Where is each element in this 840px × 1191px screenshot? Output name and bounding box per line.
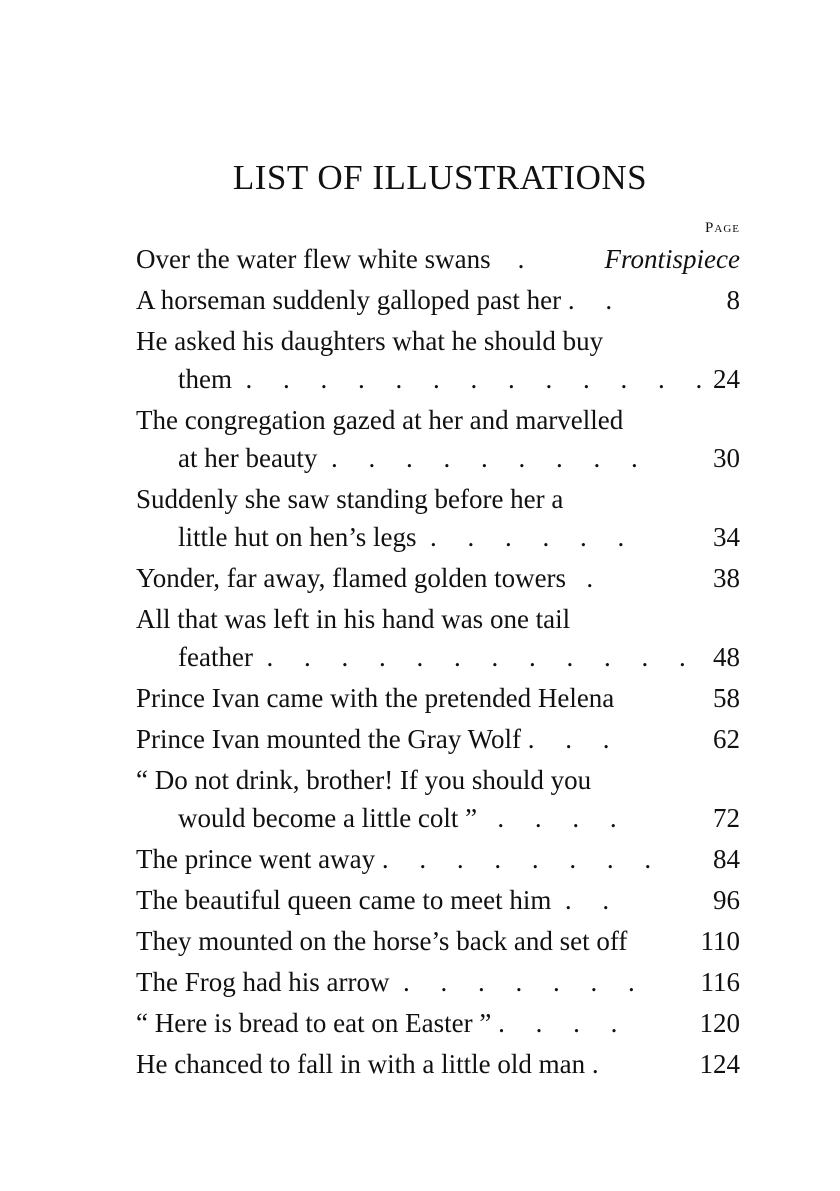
list-item bbox=[136, 480, 740, 556]
caption-text: them bbox=[178, 364, 232, 394]
dot-leader: . . bbox=[567, 285, 625, 315]
caption-text: little hut on hen’s legs bbox=[178, 522, 417, 552]
dot-leader: . . . . bbox=[498, 1008, 630, 1038]
dot-leader: . . bbox=[564, 885, 622, 915]
list-item bbox=[136, 963, 740, 1001]
list-item bbox=[136, 600, 740, 676]
dot-leader: . . . . . . bbox=[429, 522, 637, 552]
page-number: 84 bbox=[713, 844, 740, 874]
caption-text: A horseman suddenly galloped past her bbox=[136, 285, 562, 315]
page-number: Frontispiece bbox=[604, 244, 740, 274]
page-number: 30 bbox=[713, 443, 740, 473]
list-item bbox=[136, 720, 740, 758]
dot-leader: . . . . . . . . bbox=[381, 844, 664, 874]
caption-text: Prince Ivan mounted the Gray Wolf bbox=[136, 724, 521, 754]
illustrations-list bbox=[136, 240, 740, 1086]
dot-leader: . bbox=[591, 1049, 611, 1079]
caption-text: at her beauty bbox=[178, 443, 318, 473]
page-number: 120 bbox=[699, 1008, 740, 1038]
dot-leader: . bbox=[586, 563, 606, 593]
list-item bbox=[136, 401, 740, 477]
caption-text: Suddenly she saw standing before her a bbox=[136, 484, 564, 514]
list-item bbox=[136, 240, 740, 278]
caption-text: would become a little colt ” bbox=[178, 803, 478, 833]
list-item bbox=[136, 1045, 740, 1083]
caption-text: Prince Ivan came with the pretended Helena bbox=[136, 683, 615, 713]
page-number: 34 bbox=[713, 522, 740, 552]
page-column-label: Page bbox=[705, 220, 740, 236]
caption-text: He asked his daughters what he should buy bbox=[136, 326, 604, 356]
caption-text: The beautiful queen came to meet him bbox=[136, 885, 552, 915]
dot-leader: . . . . . . . . . . . . . bbox=[245, 364, 715, 394]
dot-leader: . bbox=[517, 244, 537, 274]
dot-leader: . . . . . . . . . bbox=[330, 443, 650, 473]
page-number: 62 bbox=[713, 724, 740, 754]
list-item bbox=[136, 840, 740, 878]
page-number: 72 bbox=[713, 803, 740, 833]
caption-text: feather bbox=[178, 642, 253, 672]
page-number: 116 bbox=[700, 967, 740, 997]
page-number: 8 bbox=[726, 285, 740, 315]
page-title: LIST OF ILLUSTRATIONS bbox=[232, 158, 648, 197]
list-item bbox=[136, 559, 740, 597]
caption-text: The Frog had his arrow bbox=[136, 967, 390, 997]
dot-leader: . . . . . . . . . . . . bbox=[266, 642, 698, 672]
caption-text: “ Do not drink, brother! If you should you bbox=[136, 765, 592, 795]
page-number: 38 bbox=[713, 563, 740, 593]
dot-leader: . . . . bbox=[497, 803, 629, 833]
list-item bbox=[136, 922, 740, 960]
page-number: 124 bbox=[699, 1049, 740, 1079]
list-item bbox=[136, 281, 740, 319]
caption-text: The prince went away bbox=[136, 844, 376, 874]
dot-leader: . . . bbox=[527, 724, 622, 754]
list-item bbox=[136, 679, 740, 717]
page-number: 96 bbox=[713, 885, 740, 915]
page-number: 58 bbox=[713, 683, 740, 713]
page-number: 24 bbox=[713, 364, 740, 394]
page-number: 110 bbox=[700, 926, 740, 956]
caption-text: “ Here is bread to eat on Easter ” bbox=[136, 1008, 492, 1038]
caption-text: Yonder, far away, flamed golden towers bbox=[136, 563, 567, 593]
list-item bbox=[136, 322, 740, 398]
list-item bbox=[136, 761, 740, 837]
page-number: 48 bbox=[713, 642, 740, 672]
dot-leader: . . . . . . . bbox=[402, 967, 647, 997]
caption-text: All that was left in his hand was one tail bbox=[136, 604, 571, 634]
list-item bbox=[136, 881, 740, 919]
caption-text: The congregation gazed at her and marvelled bbox=[136, 405, 624, 435]
caption-text: He chanced to fall in with a little old man bbox=[136, 1049, 586, 1079]
caption-text: Over the water flew white swans bbox=[136, 244, 491, 274]
list-item bbox=[136, 1004, 740, 1042]
caption-text: They mounted on the horse’s back and set off bbox=[136, 926, 628, 956]
